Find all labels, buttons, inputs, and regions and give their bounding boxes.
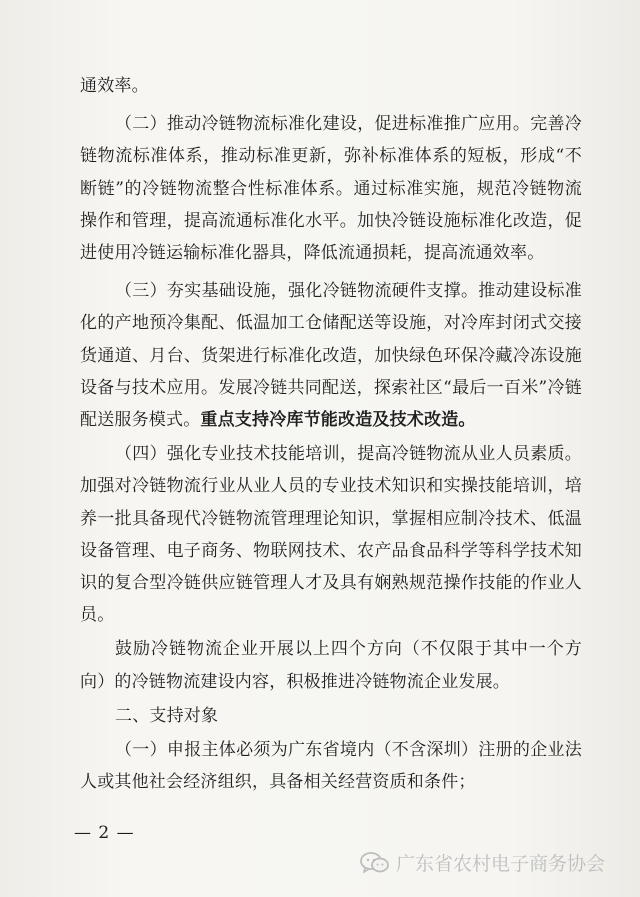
paragraph-requirement-1: （一）申报主体必须为广东省境内（不含深圳）注册的企业法人或其他社会经济组织，具备相关经营资质和条件； bbox=[80, 740, 582, 793]
page-number: — 2 — bbox=[74, 823, 135, 843]
watermark-text: 广东省农村电子商务协会 bbox=[396, 853, 606, 875]
paragraph-section-3-text: （三）夯实基础设施，强化冷链物流硬件支撑。推动建设标准化的产地预冷集配、低温加工仓储配送等设施，对冷库封闭式交接货通道、月台、货架进行标准化改造，加快绿色环保冷藏冷冻设施设备与技术应用。发展冷链共同配送，探索社区“最后一百米”冷链配送服务模式。 bbox=[80, 281, 582, 431]
paragraph-continuation: 通效率。 bbox=[80, 76, 149, 96]
paragraph-section-2: （二）推动冷链物流标准化建设，促进标准推广应用。完善冷链物流标准体系，推动标准更新，弥补标准体系的短板，形成“不断链”的冷链物流整合性标准体系。通过标准实施，规范冷链物流操作和管理，提高流通标准化水平。加快冷链设施标准化改造，促进使用冷链运输标准化器具，降低流通损耗，提高流通效率。 bbox=[80, 114, 582, 264]
paragraph-section-3 bbox=[80, 275, 582, 436]
paragraph-section-4: （四）强化专业技术技能培训，提高冷链物流从业人员素质。加强对冷链物流行业从业人员的专业技术知识和实操技能培训，培养一批具备现代冷链物流管理理论知识，掌握相应制冷技术、低温设备管理、电子商务、物联网技术、农产品食品科学等科学技术知识的复合型冷链供应链管理人才及具有娴熟规范操作技能的作业人员。 bbox=[80, 444, 582, 626]
watermark bbox=[360, 849, 605, 876]
paragraph-section-3-emphasis: 重点支持冷库节能改造及技术改造。 bbox=[200, 410, 476, 431]
wechat-icon bbox=[360, 852, 390, 874]
heading-support-targets: 二、支持对象 bbox=[115, 705, 219, 726]
paragraph-encourage: 鼓励冷链物流企业开展以上四个方向（不仅限于其中一个方向）的冷链物流建设内容，积极推进冷链物流企业发展。 bbox=[80, 639, 582, 692]
document-body bbox=[80, 70, 582, 798]
